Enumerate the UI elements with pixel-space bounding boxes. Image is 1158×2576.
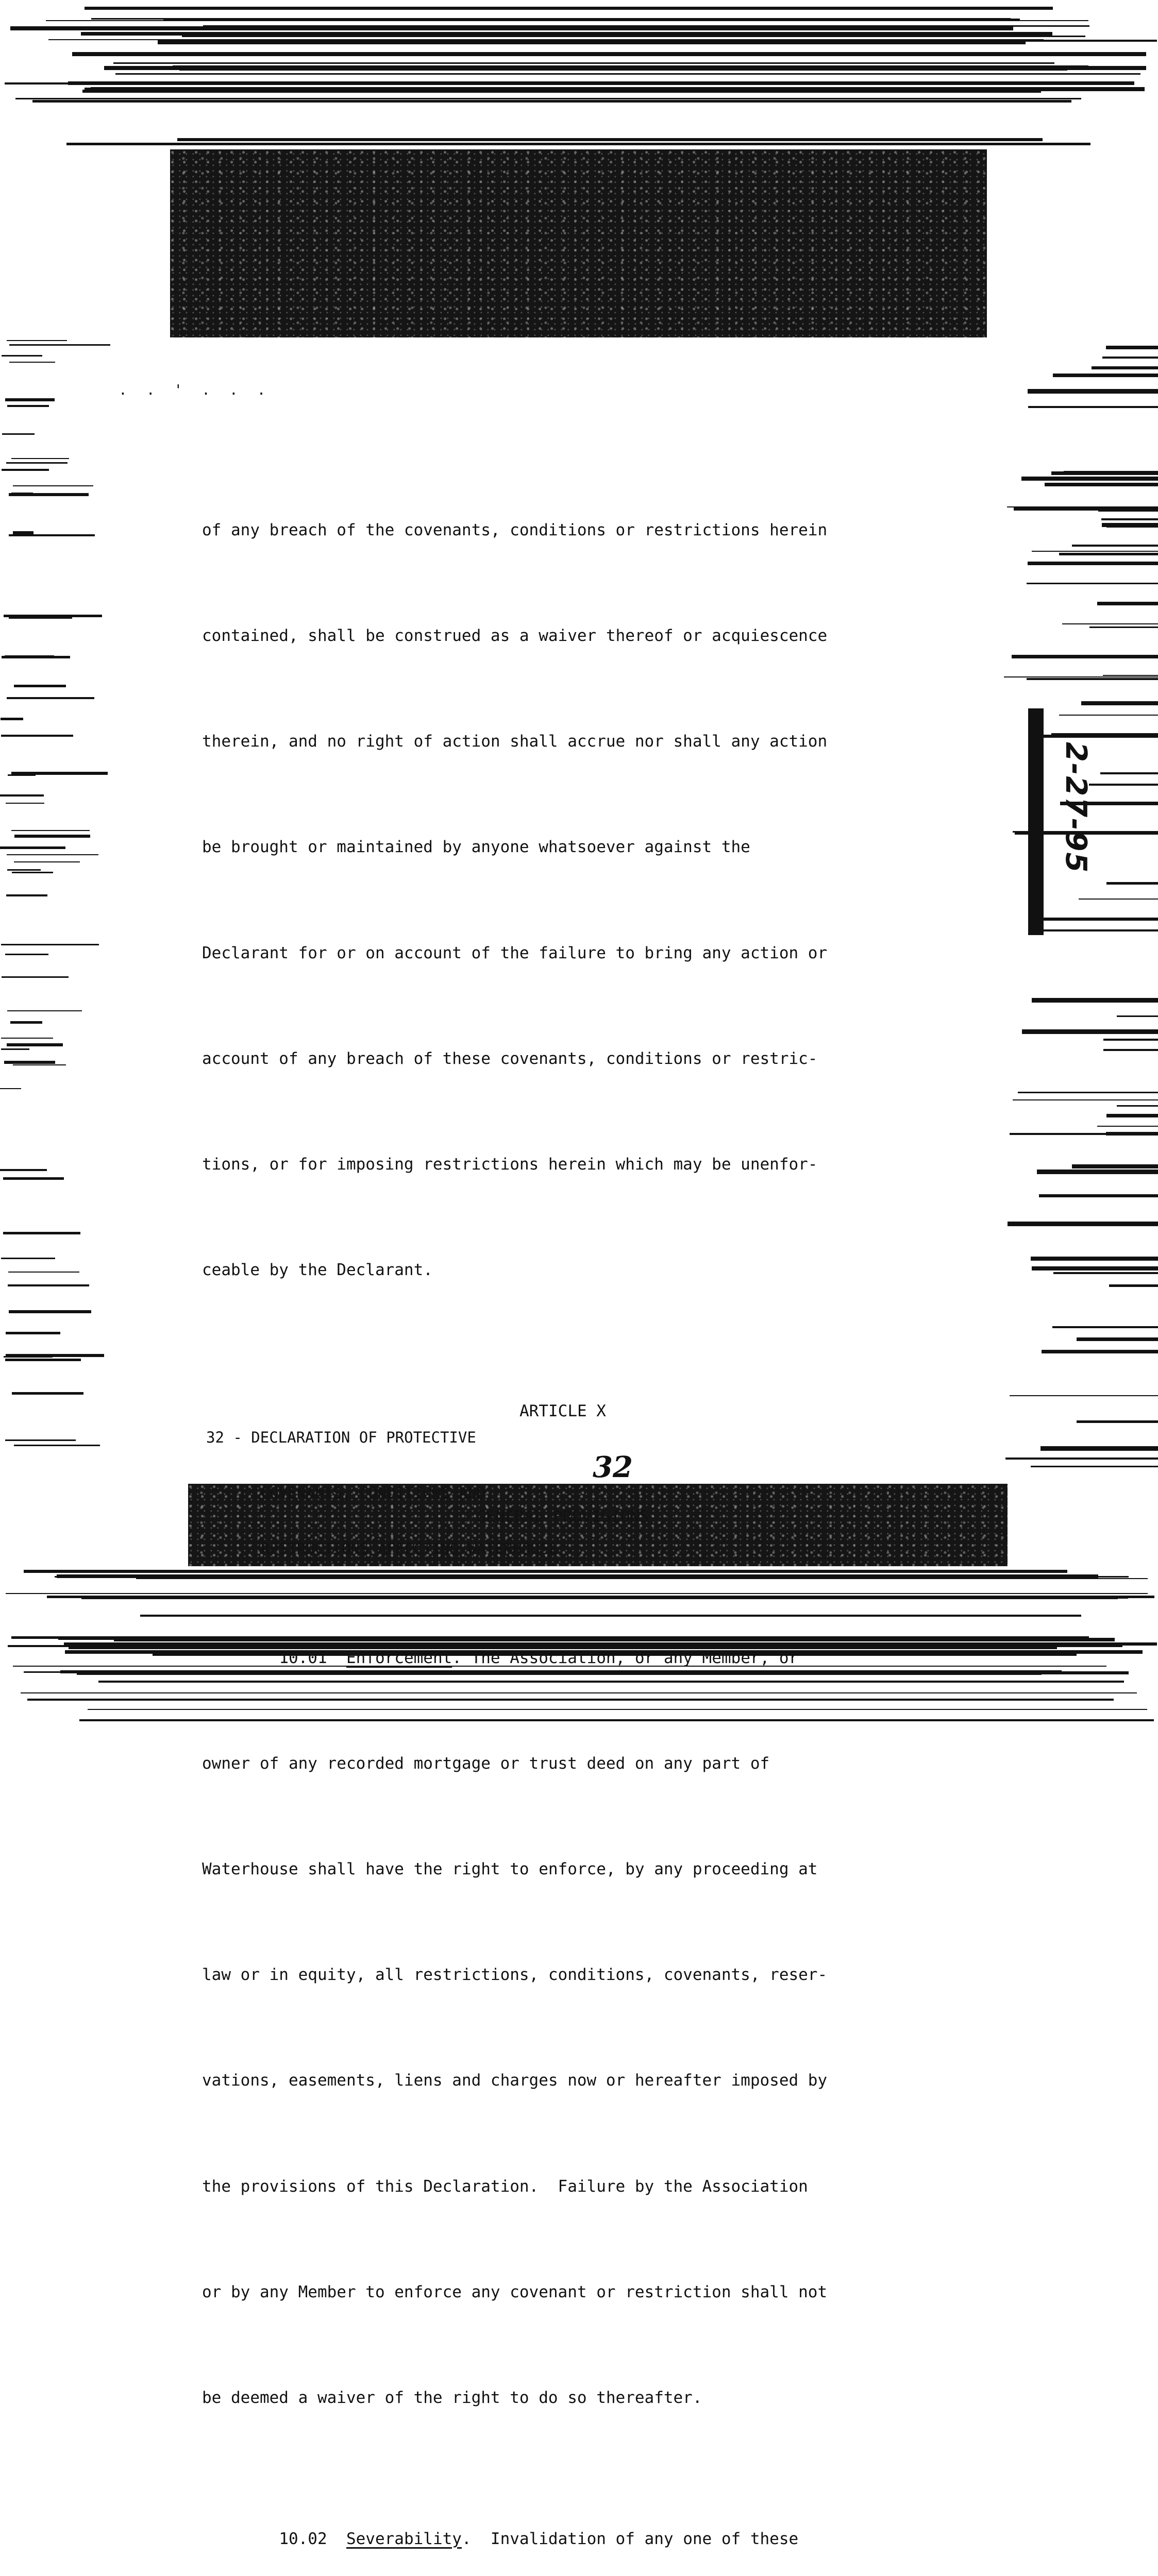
scan-streak (8, 774, 36, 776)
scan-streak (1022, 1029, 1158, 1034)
section-first-line: . Invalidation of any one of these (461, 2529, 799, 2548)
scan-streak (1032, 998, 1158, 1003)
scan-dark-band-top (170, 149, 987, 337)
footer-line: 32 - DECLARATION OF PROTECTIVE (206, 1429, 476, 1446)
scan-streak (14, 835, 90, 838)
scan-streak (1028, 562, 1158, 565)
scan-streak (1028, 389, 1158, 394)
section-number: 10.02 (279, 2529, 327, 2548)
body-line: contained, shall be construed as a waiver thereof or acquiescence (202, 626, 828, 646)
body-line: vations, easements, liens and charges now or hereafter imposed by (202, 2071, 828, 2090)
scan-streak (7, 869, 41, 871)
scan-streak (13, 485, 93, 486)
margin-date-stamp: 2-27-95 (1059, 742, 1093, 874)
body-line: owner of any recorded mortgage or trust deed on any part of (202, 1754, 770, 1773)
body-line: tions, or for imposing restrictions herein which may be unenfor- (202, 1155, 818, 1174)
scan-streak (2, 976, 69, 978)
article-title: GENERAL PROVISIONS (476, 1507, 649, 1527)
scan-streak (1, 1038, 53, 1039)
body-line: Waterhouse shall have the right to enforce, by any proceeding at (202, 1860, 818, 1879)
scan-streak (11, 458, 69, 459)
scan-streak (9, 362, 55, 363)
scan-streak (10, 1021, 42, 1024)
scan-streak (9, 1310, 91, 1313)
section-title: Severability (346, 2529, 462, 2548)
scan-streak (66, 143, 1090, 145)
scan-streak (1053, 374, 1158, 377)
scan-streak (1053, 1272, 1158, 1274)
scan-streak (1031, 1257, 1158, 1261)
scan-streak (5, 1439, 76, 1441)
scan-streak (1101, 518, 1158, 520)
scan-streak (1097, 1126, 1158, 1127)
scan-streak (1, 1258, 55, 1259)
scan-streak (6, 894, 47, 896)
scan-streak (7, 405, 49, 407)
scan-streak (1081, 701, 1158, 705)
body-line: be brought or maintained by anyone whatsoever against the (202, 838, 750, 857)
scan-streak (1028, 406, 1158, 408)
scan-streak (179, 68, 1067, 71)
scan-streak (1089, 784, 1158, 786)
scan-streak (182, 36, 1085, 37)
scan-streak (85, 7, 1053, 10)
scan-streak (1008, 1222, 1158, 1226)
scan-streak (1037, 1170, 1158, 1174)
scan-streak (1106, 1114, 1158, 1117)
body-line: account of any breach of these covenants, conditions or restric- (202, 1049, 818, 1068)
scan-streak (1103, 675, 1158, 676)
scan-streak (1077, 1337, 1158, 1341)
scan-streak (4, 1356, 53, 1358)
scan-streak (1027, 678, 1158, 680)
scan-streak (1106, 1132, 1158, 1136)
body-line: ceable by the Declarant. (202, 1261, 433, 1280)
scan-streak (11, 830, 90, 831)
handwritten-page-number: 32 (593, 1450, 633, 1484)
scan-streak (81, 32, 1052, 36)
scan-streak (5, 82, 1108, 84)
section-10-02-heading (202, 2521, 924, 2556)
body-line: the provisions of this Declaration. Failure by the Association (202, 2177, 808, 2196)
scan-streak (14, 685, 66, 687)
scan-streak (5, 1359, 81, 1361)
scan-streak (1031, 1466, 1158, 1467)
scan-streak (7, 1043, 63, 1046)
scan-streak (1102, 523, 1158, 527)
scan-streak (3, 1177, 64, 1180)
scan-streak (7, 697, 94, 699)
scan-streak (1042, 1350, 1158, 1353)
section-title: Enforcement (346, 1648, 452, 1667)
scan-streak (1039, 1194, 1158, 1197)
body-line: be deemed a waiver of the right to do so thereafter. (202, 2388, 702, 2408)
scan-streak (1106, 882, 1158, 885)
scan-streak (4, 615, 102, 617)
scan-streak (0, 1169, 47, 1171)
scan-streak (1077, 1420, 1158, 1423)
scan-streak (1018, 1092, 1158, 1093)
scan-streak (6, 1332, 60, 1334)
scan-streak (2, 355, 42, 357)
section-first-line: . The Association, or any Member, or (452, 1648, 799, 1667)
scan-streak (115, 73, 1140, 75)
scan-streak (14, 861, 80, 862)
scan-streak (46, 20, 1088, 21)
scan-streak (1, 718, 23, 720)
scan-streak (1072, 545, 1158, 547)
scan-streak (9, 617, 72, 619)
scan-streak (3, 1232, 80, 1234)
scan-streak (8, 1272, 79, 1273)
scan-streak (1005, 1458, 1158, 1460)
scan-streak (6, 462, 68, 464)
scan-streak (197, 40, 1157, 42)
scan-streak (0, 1088, 21, 1089)
scan-streak (1062, 623, 1158, 624)
scan-streak (1, 735, 73, 737)
scan-streak (177, 138, 1043, 141)
article-heading: ARTICLE X (519, 1401, 606, 1420)
scan-streak (1103, 1039, 1158, 1041)
scan-streak (1097, 602, 1158, 605)
scan-streak (6, 803, 44, 804)
scan-streak (1032, 1266, 1158, 1270)
scan-streak (14, 1445, 100, 1446)
margin-stamp-bar (1028, 708, 1044, 935)
scan-streak (1007, 506, 1158, 507)
scan-streak (4, 1061, 55, 1064)
scan-streak (13, 1064, 66, 1065)
scan-streak (2, 433, 35, 435)
scan-streak (1059, 553, 1158, 555)
scan-streak (9, 534, 95, 536)
scan-streak (1102, 357, 1158, 359)
scan-streak (1089, 626, 1158, 628)
scan-streak (8, 1284, 89, 1286)
footer-line: RESTRUCTIONS AFFECTING WATERHOUSE (261, 1540, 558, 1557)
scan-streak (1031, 929, 1158, 931)
scan-streak (1031, 918, 1158, 921)
scan-streak (5, 954, 48, 955)
scan-streak (9, 344, 110, 346)
scan-streak (1010, 1395, 1158, 1396)
scan-streak (1092, 366, 1158, 369)
scan-streak (2, 656, 70, 658)
scan-streak (0, 794, 44, 796)
body-line: law or in equity, all restrictions, conditions, covenants, reser- (202, 1965, 828, 1985)
body-line: of any breach of the covenants, conditions or restrictions herein (202, 520, 828, 539)
scan-streak (1106, 346, 1158, 349)
footer-line: COVENANTS, CONDITIONS AND (261, 1484, 486, 1502)
scan-streak (1032, 551, 1158, 552)
scan-streak (91, 87, 1145, 91)
scan-streak (10, 26, 1013, 30)
scan-streak (1012, 655, 1158, 658)
scan-streak (5, 398, 55, 401)
scan-streak (1004, 676, 1158, 677)
scan-streak (72, 52, 1146, 56)
body-line: Declarant for or on account of the failure to bring any action or (202, 943, 828, 962)
scan-streak (32, 100, 1071, 103)
scan-streak (7, 854, 98, 855)
scan-streak (15, 98, 1081, 99)
scan-streak (1051, 471, 1158, 475)
scan-streak (1117, 1105, 1158, 1107)
scan-speckle: . . ' . . . (119, 381, 271, 398)
body-line: or by any Member to enforce any covenant or restriction shall not (202, 2282, 828, 2301)
scan-streak (1021, 477, 1158, 481)
scan-streak (1, 944, 99, 945)
scan-streak (11, 493, 33, 496)
page-footer (206, 1391, 558, 1577)
scan-streak (1027, 583, 1158, 584)
scan-streak (1072, 1164, 1158, 1168)
scan-streak (1051, 733, 1158, 735)
scan-streak (1, 1048, 29, 1050)
scan-streak (1059, 715, 1158, 716)
scan-streak (163, 19, 1020, 20)
section-number: 10.01 (279, 1648, 327, 1667)
scan-streak (203, 25, 1089, 27)
scan-streak (2, 469, 49, 471)
scan-streak (1103, 1049, 1158, 1051)
scan-streak (7, 340, 67, 341)
scan-streak (1013, 1099, 1158, 1100)
scan-streak (113, 62, 1054, 64)
scan-streak (0, 846, 65, 849)
section-10-01-heading (202, 1640, 924, 1675)
scan-streak (7, 1010, 82, 1011)
scan-streak (12, 1392, 83, 1395)
scan-streak (1117, 1015, 1158, 1017)
scan-streak (1100, 772, 1158, 774)
scan-streak (1045, 483, 1158, 486)
scan-streak (1109, 1284, 1158, 1287)
scan-streak (1040, 1446, 1158, 1451)
scan-streak (12, 872, 53, 873)
scan-streak (1052, 1326, 1158, 1328)
scan-streak (1079, 899, 1158, 900)
scan-streak (1014, 507, 1158, 511)
body-line: therein, and no right of action shall accrue nor shall any action (202, 732, 828, 751)
